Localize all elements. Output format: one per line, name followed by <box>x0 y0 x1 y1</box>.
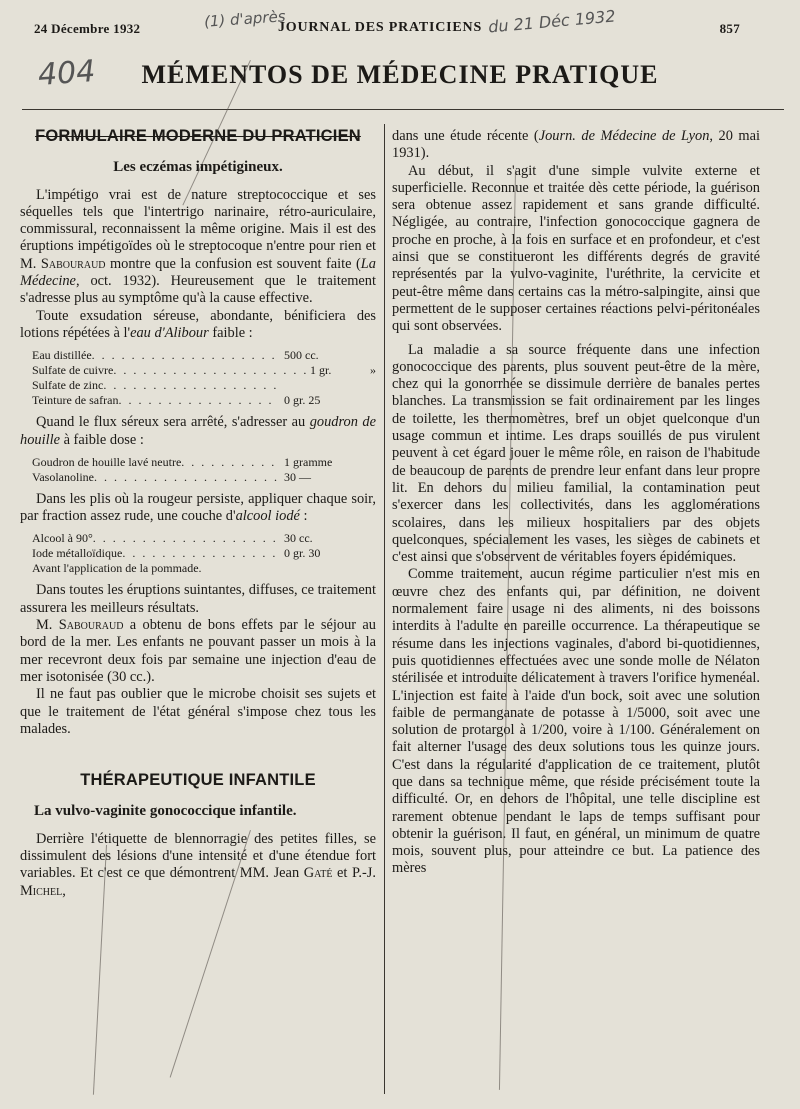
subheading-eczemas: Les eczémas impétigineux. <box>113 159 283 176</box>
paragraph: Quand le flux séreux sera arrêté, s'adresser au goudron de houille à faible dose : <box>20 414 376 448</box>
section-heading-therapeutique: THÉRAPEUTIQUE INFANTILE <box>80 771 316 790</box>
prescription-line: Teinture de safran . . . 0 gr. 25 <box>32 393 376 408</box>
prescription-line: Goudron de houille lavé neutre . . . 1 gramme <box>32 455 376 470</box>
section-heading-formulaire: FORMULAIRE MODERNE DU PRATICIEN <box>35 127 361 145</box>
paragraph: Dans les plis où la rougeur persiste, appliquer chaque soir, par fraction assez rude, une couche d'alcool iodé : <box>20 490 376 525</box>
subheading-vulvo-vaginite: La vulvo-vaginite gonococcique infantile. <box>34 803 297 820</box>
header-journal-name: JOURNAL DES PRATICIENS <box>278 20 483 35</box>
prescription-line: Alcool à 90° . . . 30 cc. <box>32 531 376 546</box>
prescription-alibour <box>32 348 376 408</box>
running-header <box>34 18 740 40</box>
paragraph: Au début, il s'agit d'une simple vulvite externe et superficielle. Reconnue et traitée dès cette période, la guérison sera obtenue assez rapidement et sans grande difficulté. Négligée, au contraire, l'infection gonococcique gagnera de proche en proche, à la fois en surface et en profondeur, et c'est ainsi que se constitueront les différents degrés de gravité représentés par la vulvo-vaginite, l'uréthrite, la cervicite et peut-être même dans certains cas la métro-salpingite, ainsi que permettent de le supposer certaines réactions pelvi-péritonéales qui sont observées. <box>392 162 760 335</box>
page-title: MÉMENTOS DE MÉDECINE PRATIQUE <box>141 60 659 89</box>
header-page-number: 857 <box>719 21 740 36</box>
column-divider <box>384 124 385 1094</box>
prescription-line: Vasolanoline . . . 30 — <box>32 470 376 485</box>
handwritten-margin-number: 404 <box>36 54 97 93</box>
prescription-line: Sulfate de cuivre . . . 1 gr. » <box>32 363 376 378</box>
paragraph: dans une étude récente (Journ. de Médecine de Lyon, 20 mai 1931). <box>392 128 761 162</box>
paragraph: Derrière l'étiquette de blennorragie des petites filles, se dissimulent des lésions d'une intensité et d'une étendue fort variables. Et c'est ce que démontrent MM. Jean Gaté et P.-J. Michel, <box>20 830 376 899</box>
prescription-goudron <box>32 455 376 485</box>
prescription-line: Sulfate de zinc . . . <box>32 378 376 393</box>
title-rule <box>22 109 784 110</box>
prescription-alcool-iode <box>32 531 376 576</box>
paragraph: Il ne faut pas oublier que le microbe choisit ses sujets et que le traitement de l'état général s'impose chez tous les malades. <box>20 686 376 737</box>
paragraph: M. Sabouraud a obtenu de bons effets par le séjour au bord de la mer. Les enfants ne pouvant passer un mois à la mer recevront deux fois par semaine une injection d'eau de mer isotonisée (30 cc.). <box>20 617 376 685</box>
paragraph: La maladie a sa source fréquente dans une infection gonococcique des parents, plus souvent peut-être de la mère, chez qui la gonorrhée se dissimule derrière de banales pertes blanches. La transmission se fait ordinairement par les linges de toilette, les thermomètres, bref un objet quelconque d'un usage commun et intime. Les draps souillés de pus virulent peuvent à cet égard jouer le même rôle, en raison de l'habitude de beaucoup de parents de prendre leur enfant dans leur propre lit. En dehors du milieu familial, la contamination peut s'exercer dans les collectivités, dans les agglomérations scolaires, dans les milieux hospitaliers par des objets quelconques, spécialement les vases, les sièges de cabinets et c'est ainsi que s'observent de véritables foyers épidémiques. <box>392 341 760 566</box>
prescription-line: Iode métalloïdique . . . 0 gr. 30 <box>32 546 376 561</box>
paragraph: L'impétigo vrai est de nature streptococcique et ses séquelles tels que l'intertrigo narinaire, rétro-auriculaire, commissural, reconnaissent la même origine. Mais il est des éruptions impétigoïdes où le streptocoque n'entre pour rien et M. Sabouraud montre que la confusion est souvent faite (La Médecine, oct. 1932). Heureusement que le traitement s'adresse plus au symptôme qu'à la cause effective. <box>20 186 376 307</box>
paragraph: Comme traitement, aucun régime particulier n'est mis en œuvre chez des enfants qui, par définition, ne doivent normalement faire usage ni des aliments, ni des boissons interdits à l'adulte en pareille occurrence. La thérapeutique se résume dans les injections vaginales, d'abord bi-quotidiennes, puis quotidiennes effectuées avec une sonde molle de Nélaton stérilisée et introduite délicatement à travers l'orifice hymenéal. L'injection est faite à l'aide d'un bock, soit avec une solution faible de permanganate de potasse à 1/5000, soit avec une solution de protargol à 1/200, voire à 1/100. Généralement on fait alterner l'usage des deux solutions tous les quinze jours. C'est dans la régularité d'application de ce traitement, plutôt que dans sa technique même, que réside précisément toute la difficulté. Or, en dehors de l'hôpital, une telle discipline est rarement obtenue pendant le laps de temps suffisant pour obtenir la guérison. Il faut, en général, un minimum de quatre mois, souvent plus, pour atteindre ce but. La patience des mères <box>392 566 760 877</box>
handwritten-note-right: du 21 Déc 1932 <box>487 6 617 37</box>
left-column <box>20 128 376 900</box>
prescription-note: Avant l'application de la pommade. <box>32 561 202 576</box>
prescription-line: Eau distillée . . . 500 cc. <box>32 348 376 363</box>
right-column <box>392 128 760 878</box>
header-date: 24 Décembre 1932 <box>34 21 141 36</box>
handwritten-note-left: (1) d'après <box>203 7 287 31</box>
paragraph: Dans toutes les éruptions suintantes, diffuses, ce traitement assurera les meilleurs résultats. <box>20 582 376 616</box>
paragraph: Toute exsudation séreuse, abondante, bénificiera des lotions répétées à l'eau d'Alibour faible : <box>20 307 376 341</box>
